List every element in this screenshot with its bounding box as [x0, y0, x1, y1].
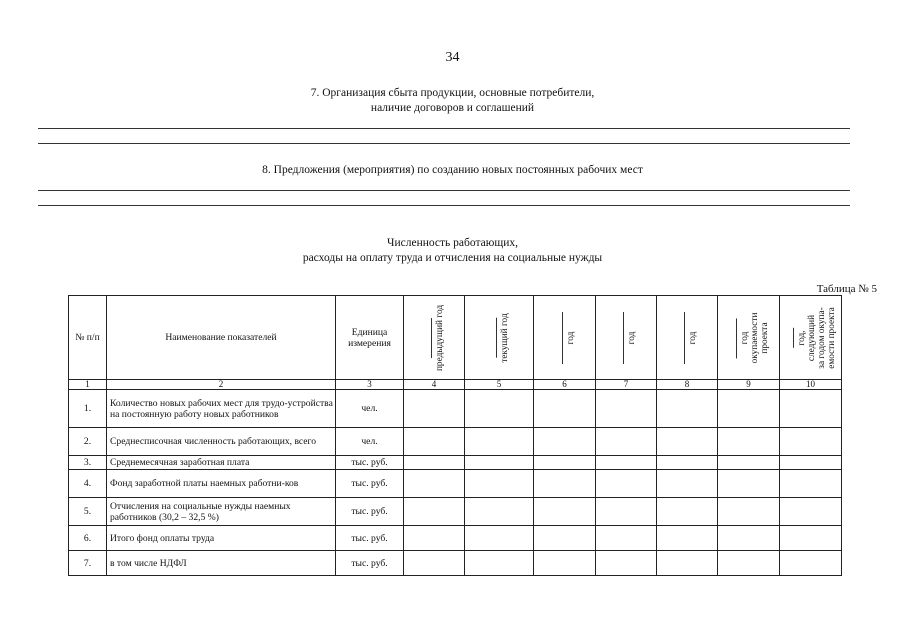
value-cell[interactable] [404, 498, 465, 526]
header-num: № п/п [69, 296, 107, 380]
column-number: 8 [657, 380, 718, 390]
table-row [69, 526, 842, 551]
header-col10-line2: следующий [806, 314, 817, 361]
column-number: 9 [718, 380, 780, 390]
answer-line [38, 128, 850, 129]
row-unit: тыс. руб. [336, 498, 404, 526]
section7-heading [0, 86, 905, 116]
column-number: 10 [780, 380, 842, 390]
value-cell[interactable] [404, 456, 465, 470]
column-number: 5 [465, 380, 534, 390]
value-cell[interactable] [404, 551, 465, 576]
row-unit: чел. [336, 390, 404, 428]
row-num: 5. [69, 498, 107, 526]
value-cell[interactable] [465, 526, 534, 551]
value-cell[interactable] [465, 470, 534, 498]
value-cell[interactable] [780, 551, 842, 576]
value-cell[interactable] [465, 456, 534, 470]
blank-underline [728, 318, 737, 358]
header-unit [336, 296, 404, 380]
value-cell[interactable] [596, 428, 657, 456]
answer-line [38, 205, 850, 206]
blank-underline [423, 318, 432, 358]
value-cell[interactable] [596, 551, 657, 576]
value-cell[interactable] [780, 470, 842, 498]
header-col5 [465, 296, 534, 380]
value-cell[interactable] [404, 390, 465, 428]
value-cell[interactable] [534, 551, 596, 576]
header-col8-label: год [688, 331, 698, 344]
value-cell[interactable] [657, 470, 718, 498]
staff-costs-table [68, 295, 842, 576]
row-unit: чел. [336, 428, 404, 456]
table-row [69, 390, 842, 428]
table-row [69, 456, 842, 470]
row-name: Среднесписочная численность работающих, всего [107, 428, 336, 456]
table-row [69, 428, 842, 456]
header-col6 [534, 296, 596, 380]
section7-heading-line1: 7. Организация сбыта продукции, основные потребители, [310, 87, 595, 99]
value-cell[interactable] [534, 428, 596, 456]
table-row [69, 470, 842, 498]
value-cell[interactable] [780, 526, 842, 551]
column-number: 1 [69, 380, 107, 390]
table-row [69, 498, 842, 526]
row-num: 4. [69, 470, 107, 498]
value-cell[interactable] [534, 470, 596, 498]
table-label: Таблица № 5 [816, 283, 877, 295]
value-cell[interactable] [465, 551, 534, 576]
section7-heading-line2: наличие договоров и соглашений [370, 102, 535, 114]
value-cell[interactable] [534, 526, 596, 551]
column-number: 2 [107, 380, 336, 390]
value-cell[interactable] [596, 390, 657, 428]
answer-line [38, 143, 850, 144]
value-cell[interactable] [718, 456, 780, 470]
header-col9-line2: окупаемости [749, 312, 760, 363]
header-col4 [404, 296, 465, 380]
blank-underline [785, 328, 794, 348]
value-cell[interactable] [657, 456, 718, 470]
header-col10-line1: год, [796, 329, 807, 346]
row-name: Фонд заработной платы наемных работни-ков [107, 470, 336, 498]
row-unit: тыс. руб. [336, 526, 404, 551]
value-cell[interactable] [534, 390, 596, 428]
table-title [0, 236, 905, 266]
table-title-line2: расходы на оплату труда и отчисления на социальные нужды [302, 252, 603, 264]
row-name: Итого фонд оплаты труда [107, 526, 336, 551]
row-name: Отчисления на социальные нужды наемных работников (30,2 – 32,5 %) [107, 498, 336, 526]
value-cell[interactable] [657, 551, 718, 576]
value-cell[interactable] [657, 498, 718, 526]
value-cell[interactable] [534, 498, 596, 526]
header-col8 [657, 296, 718, 380]
value-cell[interactable] [465, 428, 534, 456]
value-cell[interactable] [596, 498, 657, 526]
row-name: Количество новых рабочих мест для трудо-устройства на постоянную работу новых работников [107, 390, 336, 428]
row-name: Среднемесячная заработная плата [107, 456, 336, 470]
value-cell[interactable] [718, 428, 780, 456]
row-num: 2. [69, 428, 107, 456]
blank-underline [488, 318, 497, 358]
value-cell[interactable] [780, 390, 842, 428]
column-number: 7 [596, 380, 657, 390]
value-cell[interactable] [718, 498, 780, 526]
value-cell[interactable] [657, 390, 718, 428]
value-cell[interactable] [534, 456, 596, 470]
header-col9-line1: год [739, 331, 750, 344]
section8-heading: 8. Предложения (мероприятия) по созданию новых постоянных рабочих мест [262, 164, 643, 176]
row-num: 3. [69, 456, 107, 470]
value-cell[interactable] [404, 526, 465, 551]
column-number: 3 [336, 380, 404, 390]
value-cell[interactable] [465, 390, 534, 428]
value-cell[interactable] [404, 470, 465, 498]
page-number: 34 [445, 50, 460, 65]
value-cell[interactable] [657, 428, 718, 456]
row-unit: тыс. руб. [336, 470, 404, 498]
row-unit: тыс. руб. [336, 456, 404, 470]
header-unit-line1: Единица [351, 326, 388, 338]
table-title-line1: Численность работающих, [387, 237, 518, 249]
header-col5-label: текущий год [500, 312, 510, 363]
row-num: 6. [69, 526, 107, 551]
column-number-row [69, 380, 842, 390]
header-col7-label: год [627, 331, 637, 344]
header-unit-line2: измерения [348, 337, 391, 349]
column-number: 4 [404, 380, 465, 390]
row-num: 1. [69, 390, 107, 428]
value-cell[interactable] [718, 390, 780, 428]
value-cell[interactable] [718, 526, 780, 551]
header-col4-label: предыдущий год [435, 304, 445, 371]
blank-underline [554, 312, 563, 364]
blank-underline [676, 312, 685, 364]
header-col9-line3: проекта [759, 321, 770, 354]
value-cell[interactable] [596, 526, 657, 551]
header-row [69, 296, 842, 380]
header-col10-line3: за годом окупа- [816, 306, 827, 369]
value-cell[interactable] [780, 498, 842, 526]
value-cell[interactable] [718, 551, 780, 576]
value-cell[interactable] [657, 526, 718, 551]
column-number: 6 [534, 380, 596, 390]
value-cell[interactable] [465, 498, 534, 526]
blank-underline [615, 312, 624, 364]
row-num: 7. [69, 551, 107, 576]
row-unit: тыс. руб. [336, 551, 404, 576]
header-col9 [718, 296, 780, 380]
row-name: в том числе НДФЛ [107, 551, 336, 576]
value-cell[interactable] [780, 428, 842, 456]
value-cell[interactable] [404, 428, 465, 456]
header-name: Наименование показателей [107, 296, 336, 380]
header-col10-line4: емости проекта [826, 306, 837, 369]
answer-line [38, 190, 850, 191]
header-col10 [780, 296, 842, 380]
value-cell[interactable] [596, 470, 657, 498]
value-cell[interactable] [718, 470, 780, 498]
header-col6-label: год [565, 331, 576, 344]
value-cell[interactable] [780, 456, 842, 470]
header-col7 [596, 296, 657, 380]
value-cell[interactable] [596, 456, 657, 470]
table-row [69, 551, 842, 576]
